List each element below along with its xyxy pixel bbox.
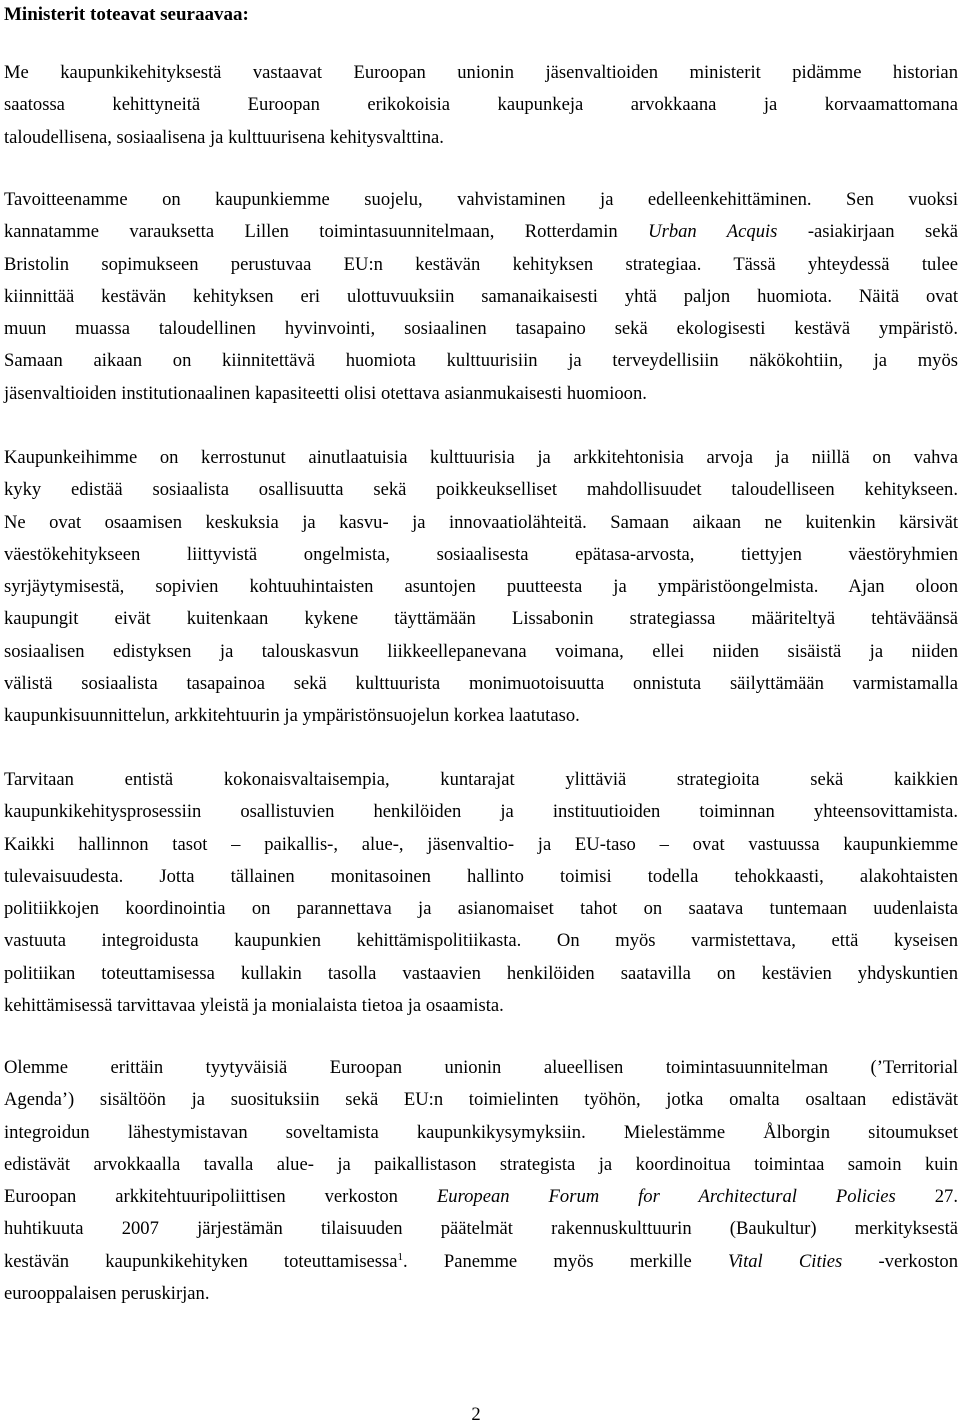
text-line (4, 571, 958, 603)
text-line (4, 893, 958, 925)
text-line (4, 1246, 958, 1278)
text-line (4, 1213, 958, 1245)
text-line (4, 925, 958, 957)
text-line (4, 958, 958, 990)
footnote-marker: 1 (397, 1250, 404, 1263)
text-line (4, 829, 958, 861)
text-segment: kestävän kaupunkikehityken toteuttamisessa (4, 1250, 398, 1272)
text-segment: sosiaalisen edistyksen ja talouskasvun liikkeellepanevana voimana, ellei niiden sisäistä ja niiden (4, 640, 958, 662)
text-line (4, 1117, 958, 1149)
text-segment: saatossa kehittyneitä Euroopan erikokoisia kaupunkeja arvokkaana ja korvaamattomana (4, 94, 958, 116)
text-segment: kehittämisessä tarvittavaa yleistä ja monialaista tietoa ja osaamista. (4, 995, 504, 1017)
text-line (4, 1084, 958, 1116)
text-segment: Tavoitteenamme on kaupunkiemme suojelu, vahvistaminen ja edelleenkehittäminen. Sen vuoksi (4, 189, 958, 210)
text-line (4, 539, 958, 571)
text-line (4, 796, 958, 828)
text-line (4, 636, 958, 668)
text-segment: väestökehitykseen liittyvistä ongelmista, sosiaalisesta epätasa-arvosta, tiettyjen väestöryhmien (4, 543, 958, 565)
paragraph-1 (4, 57, 958, 154)
italic-title: European Forum for Architectural Policies (436, 1186, 896, 1208)
text-line (4, 122, 958, 154)
text-segment: -verkoston (842, 1250, 958, 1272)
italic-title: Vital Cities (727, 1250, 843, 1272)
paragraph-3 (4, 442, 958, 733)
text-segment: Kaikki hallinnon tasot – paikallis-, alue-, jäsenvaltio- ja EU-taso – ovat vastuussa kaupunkiemme (4, 833, 958, 855)
text-line (4, 89, 958, 121)
text-segment: kaupunkikehitysprosessiin osallistuvien henkilöiden ja instituutioiden toiminnan yhteensovittamista. (4, 801, 958, 823)
text-segment: tulevaisuudesta. Jotta tällainen monitasoinen hallinto toimisi todella tehokkaasti, alakohtaisten (4, 865, 958, 887)
text-line (4, 1278, 958, 1310)
text-segment: integroidun lähestymistavan soveltamista kaupunkikysymyksiin. Mielestämme Ålborgin sitoumukset (4, 1121, 958, 1143)
text-segment: politiikkojen koordinointia on parannettava ja asianomaiset tahot on saatava tuntemaan uudenlaista (4, 898, 958, 920)
text-segment: kyky edistää sosiaalista osallisuutta sekä poikkeukselliset mahdollisuudet taloudelliseen kehitykseen. (4, 479, 958, 501)
text-line (4, 442, 958, 474)
text-line (4, 1052, 958, 1084)
text-line (4, 249, 958, 281)
text-segment: välistä sosiaalista tasapainoa sekä kulttuurista monimuotoisuutta onnistuta säilyttämään varmistamalla (4, 673, 958, 695)
text-line (4, 668, 958, 700)
text-segment: kaupungit eivät kuitenkaan kykene täyttämään Lissabonin strategiassa määriteltyä tehtäväänsä (4, 608, 958, 630)
text-segment: politiikan toteuttamisessa kullakin tasolla vastaavien henkilöiden saatavilla on kestävien yhdyskuntien (4, 962, 958, 984)
text-line (4, 1181, 958, 1213)
text-segment: Samaan aikaan on kiinnitettävä huomiota kulttuurisiin ja terveydellisiin näkökohtiin, ja myös (4, 350, 958, 372)
text-segment: jäsenvaltioiden institutionaalinen kapasiteetti olisi otettava asianmukaisesti huomioon. (4, 382, 647, 404)
text-segment: kannatamme varauksetta Lillen toimintasuunnitelmaan, Rotterdamin (4, 221, 649, 243)
italic-title: Urban Acquis (648, 221, 778, 243)
text-line (4, 313, 958, 345)
text-segment: 27. (895, 1186, 958, 1208)
text-segment: eurooppalaisen peruskirjan. (4, 1283, 210, 1305)
text-segment: Me kaupunkikehityksestä vastaavat Euroopan unionin jäsenvaltioiden ministerit pidämme historian (4, 62, 958, 83)
text-segment: Tarvitaan entistä kokonaisvaltaisempia, kuntarajat ylittäviä strategioita sekä kaikkien (4, 769, 958, 790)
text-line (4, 700, 958, 732)
text-line (4, 281, 958, 313)
text-segment: Kaupunkeihimme on kerrostunut ainutlaatuisia kulttuurisia ja arkkitehtonisia arvoja ja niillä on vahva (4, 447, 958, 468)
text-line (4, 861, 958, 893)
text-segment: Ne ovat osaamisen keskuksia ja kasvu- ja innovaatiolähteitä. Samaan aikaan ne kuitenkin kärsivät (4, 511, 958, 533)
paragraph-2 (4, 184, 958, 410)
text-line (4, 378, 958, 410)
text-segment: edistävät arvokkaalla tavalla alue- ja paikallistason strategista ja koordinoitua toimintaa samoin kuin (4, 1153, 958, 1175)
text-line (4, 603, 958, 635)
text-segment: kiinnittää kestävän kehityksen eri ulottuvuuksiin samanaikaisesti yhtä paljon huomiota. Näitä ovat (4, 285, 958, 307)
text-line (4, 184, 958, 216)
text-line (4, 507, 958, 539)
text-segment: -asiakirjaan sekä (777, 221, 958, 243)
text-line (4, 1149, 958, 1181)
text-segment: Olemme erittäin tyytyväisiä Euroopan unionin alueellisen toimintasuunnitelman (’Territorial (4, 1057, 958, 1078)
text-line (4, 764, 958, 796)
text-segment: taloudellisena, sosiaalisena ja kulttuurisena kehitysvalttina. (4, 126, 444, 148)
paragraph-5 (4, 1052, 958, 1310)
text-line (4, 345, 958, 377)
section-heading: Ministerit toteavat seuraavaa: (4, 4, 249, 25)
page-number: 2 (471, 1404, 481, 1425)
text-segment: Bristolin sopimukseen perustuvaa EU:n kestävän kehityksen strategiaa. Tässä yhteydessä tulee (4, 253, 958, 275)
text-segment: syrjäytymisestä, sopivien kohtuuhintaisten asuntojen puutteesta ja ympäristöongelmista. Ajan oloon (4, 576, 958, 598)
text-line (4, 216, 958, 248)
text-line (4, 474, 958, 506)
text-segment: Agenda’) sisältöön ja suosituksiin sekä EU:n toimielinten työhön, jotka omalta osaltaan edistävät (4, 1089, 958, 1111)
text-segment: huhtikuuta 2007 järjestämän tilaisuuden päätelmät rakennuskulttuurin (Baukultur) merkityksestä (4, 1218, 958, 1240)
text-segment: kaupunkisuunnittelun, arkkitehtuurin ja ympäristönsuojelun korkea laatutaso. (4, 705, 580, 727)
text-segment: Euroopan arkkitehtuuripoliittisen verkoston (4, 1186, 437, 1208)
text-segment: vastuuta integroidusta kaupunkien kehittämispolitiikasta. On myös varmistettava, että kyseisen (4, 930, 958, 952)
paragraph-4 (4, 764, 958, 1022)
text-segment: muun muassa taloudellinen hyvinvointi, sosiaalinen tasapaino sekä ekologisesti kestävä ympäristö. (4, 318, 958, 340)
text-segment: . Panemme myös merkille (403, 1250, 728, 1272)
text-line (4, 990, 958, 1022)
text-line (4, 57, 958, 89)
